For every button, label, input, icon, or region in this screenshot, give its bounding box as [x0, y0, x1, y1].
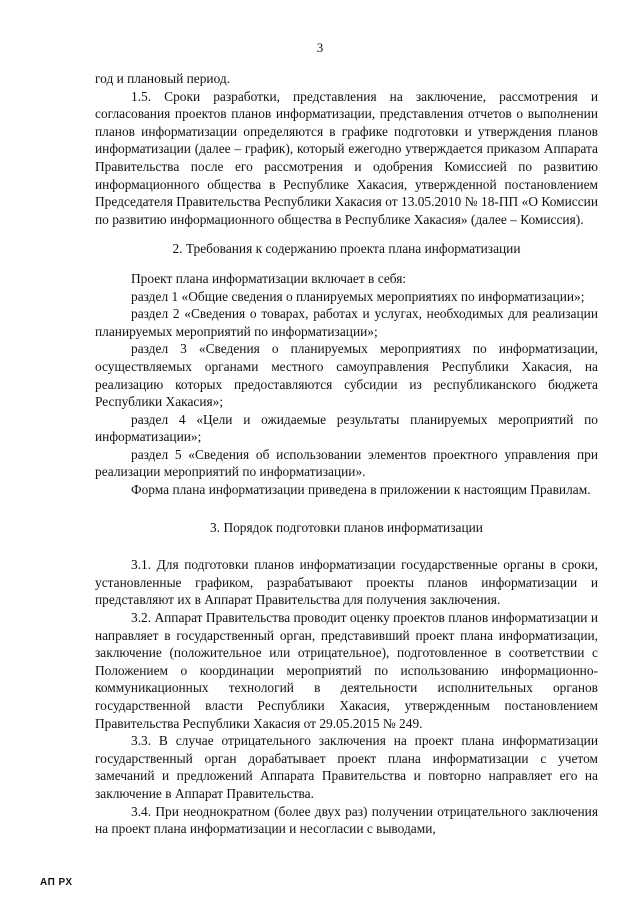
paragraph-section-3: раздел 3 «Сведения о планируемых мероприятиях по информатизации, осуществляемых органами местного самоуправления Республики Хакасия, на реализацию которых предоставляются субсидии из республиканского бюджета Республики Хакасия»; — [95, 341, 598, 410]
paragraph-3-2: 3.2. Аппарат Правительства проводит оценку проектов планов информатизации и направляет в государственный орган, представивший проект плана информатизации, заключение (положительное или отрицательное), подготовленное в соответствии с Положением о координации мероприятий по использованию информационно-коммуникационных технологий в деятельности исполнительных органов государственной власти Республики Хакасия, утвержденным постановлением Правительства Республики Хакасия от 29.05.2015 № 249. — [95, 610, 598, 731]
paragraph-section-2: раздел 2 «Сведения о товарах, работах и услугах, необходимых для реализации планируемых мероприятий по информатизации»; — [95, 306, 598, 339]
footer-stamp: АП РХ — [40, 877, 73, 888]
paragraph-3-1: 3.1. Для подготовки планов информатизации государственные органы в сроки, установленные графиком, разрабатывают проекты планов информатизации и представляют их в Аппарат Правительства для получения заключения. — [95, 557, 598, 608]
section-heading-2: 2. Требования к содержанию проекта плана информатизации — [172, 241, 521, 257]
paragraph-plan-includes: Проект плана информатизации включает в себя: — [131, 270, 407, 286]
paragraph-1-5: 1.5. Сроки разработки, представления на заключение, рассмотрения и согласования проектов планов информатизации, представления отчетов о выполнении планов информатизации определяются в графике подготовки и утверждения планов информатизации (далее – график), который ежегодно утверждается приказом Аппарата Правительства после его рассмотрения и одобрения Комиссией по развитию информационного общества в Республике Хакасия, утвержденной постановлением Председателя Правительства Республики Хакасия от 13.05.2010 № 18-ПП «О Комиссии по развитию информационного общества в Республике Хакасия» (далее – Комиссия). — [95, 88, 598, 227]
section-heading-3: 3. Порядок подготовки планов информатизации — [210, 519, 483, 535]
page-number: 3 — [316, 40, 324, 55]
document-body — [95, 70, 598, 838]
paragraph-3-4: 3.4. При неоднократном (более двух раз) получении отрицательного заключения на проект плана информатизации и несогласии с выводами, — [95, 803, 598, 837]
paragraph-section-5: раздел 5 «Сведения об использовании элементов проектного управления при реализации мероприятий по информатизации». — [95, 446, 598, 480]
paragraph-form: Форма плана информатизации приведена в приложении к настоящим Правилам. — [131, 482, 591, 498]
paragraph-section-1: раздел 1 «Общие сведения о планируемых мероприятиях по информатизации»; — [131, 288, 585, 304]
paragraph-section-4: раздел 4 «Цели и ожидаемые результаты планируемых мероприятий по информатизации»; — [95, 411, 598, 445]
paragraph-period: год и плановый период. — [95, 71, 231, 86]
paragraph-3-3: 3.3. В случае отрицательного заключения на проект плана информатизации государственный орган дорабатывает проект плана информатизации с учетом замечаний и предложений Аппарата Правительства и повторно направляет его на заключение в Аппарат Правительства. — [95, 733, 598, 801]
